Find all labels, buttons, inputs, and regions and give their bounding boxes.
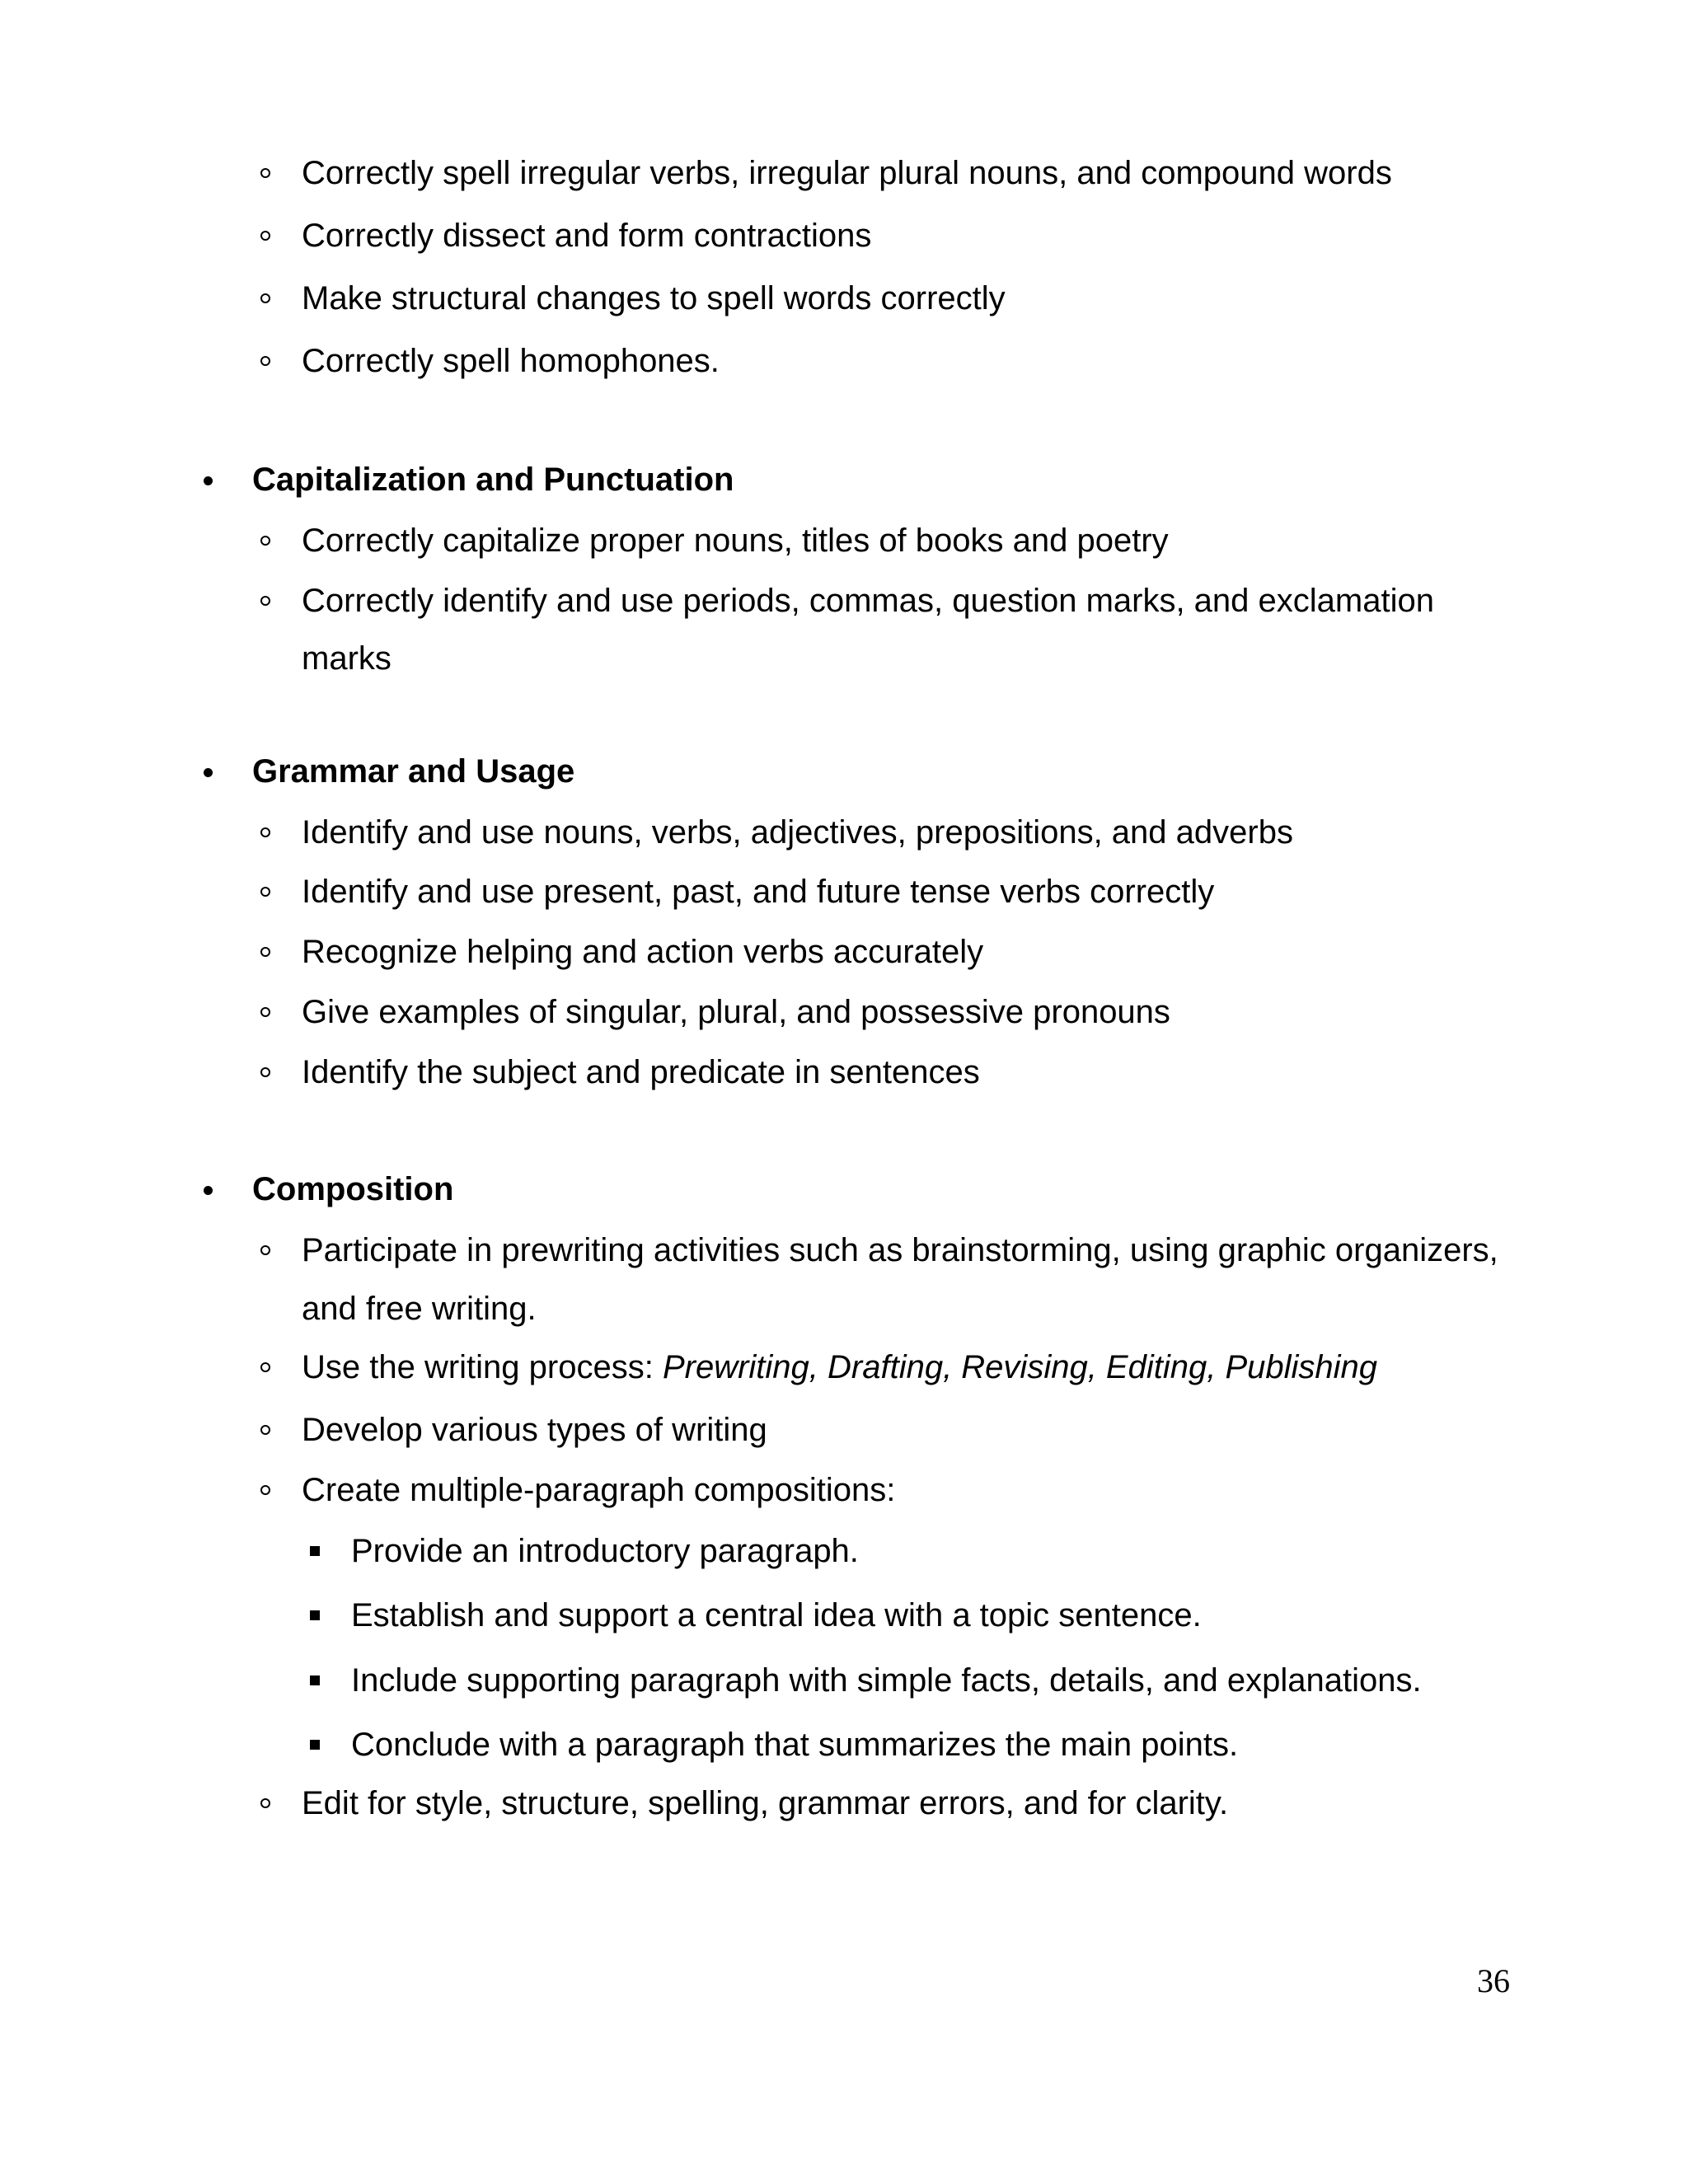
hollow-bullet-icon	[260, 947, 270, 957]
list-item: Give examples of singular, plural, and possessive pronouns	[302, 994, 1170, 1030]
page-number: 36	[1477, 1962, 1510, 1999]
bullet-icon	[204, 476, 213, 485]
square-bullet-icon	[310, 1740, 320, 1750]
list-item-continuation: and free writing.	[302, 1291, 537, 1327]
list-item: Recognize helping and action verbs accurately	[302, 934, 984, 970]
list-item: Correctly capitalize proper nouns, titles of books and poetry	[302, 523, 1169, 559]
hollow-bullet-icon	[260, 1798, 270, 1808]
list-item: Correctly identify and use periods, commas, question marks, and exclamation	[302, 583, 1434, 619]
writing-process-steps: Prewriting, Drafting, Revising, Editing, Publishing	[662, 1349, 1378, 1385]
list-item-continuation: marks	[302, 640, 392, 677]
bullet-icon	[204, 768, 213, 777]
section-heading-grammar: Grammar and Usage	[252, 753, 575, 790]
sub-list-item: Conclude with a paragraph that summarizes the main points.	[351, 1727, 1239, 1763]
hollow-bullet-icon	[260, 356, 270, 366]
list-item: Correctly spell homophones.	[302, 343, 720, 379]
list-item: Edit for style, structure, spelling, grammar errors, and for clarity.	[302, 1785, 1229, 1821]
hollow-bullet-icon	[260, 1485, 270, 1495]
hollow-bullet-icon	[260, 168, 270, 178]
section-heading-capitalization: Capitalization and Punctuation	[252, 462, 734, 498]
hollow-bullet-icon	[260, 1425, 270, 1435]
list-item	[302, 1347, 1377, 1387]
square-bullet-icon	[310, 1675, 320, 1685]
square-bullet-icon	[310, 1546, 320, 1556]
list-item: Develop various types of writing	[302, 1412, 767, 1448]
bullet-icon	[204, 1186, 213, 1195]
hollow-bullet-icon	[260, 1007, 270, 1017]
hollow-bullet-icon	[260, 293, 270, 303]
hollow-bullet-icon	[260, 827, 270, 837]
list-item: Identify and use nouns, verbs, adjectives, prepositions, and adverbs	[302, 814, 1293, 851]
list-item: Correctly dissect and form contractions	[302, 218, 872, 254]
list-item: Create multiple-paragraph compositions:	[302, 1472, 896, 1508]
hollow-bullet-icon	[260, 596, 270, 606]
sub-list-item: Establish and support a central idea with a topic sentence.	[351, 1597, 1202, 1633]
section-heading-composition: Composition	[252, 1171, 454, 1207]
hollow-bullet-icon	[260, 1362, 270, 1372]
hollow-bullet-icon	[260, 1245, 270, 1255]
hollow-bullet-icon	[260, 231, 270, 241]
list-item: Participate in prewriting activities such as brainstorming, using graphic organizers,	[302, 1232, 1498, 1268]
sub-list-item: Provide an introductory paragraph.	[351, 1533, 859, 1569]
hollow-bullet-icon	[260, 887, 270, 897]
list-item: Make structural changes to spell words correctly	[302, 280, 1006, 316]
writing-process-label: Use the writing process:	[302, 1349, 663, 1385]
list-item: Identify and use present, past, and future tense verbs correctly	[302, 874, 1215, 910]
hollow-bullet-icon	[260, 536, 270, 546]
list-item: Identify the subject and predicate in sentences	[302, 1054, 980, 1090]
hollow-bullet-icon	[260, 1067, 270, 1077]
list-item: Correctly spell irregular verbs, irregular plural nouns, and compound words	[302, 155, 1392, 191]
sub-list-item: Include supporting paragraph with simple facts, details, and explanations.	[351, 1662, 1422, 1699]
square-bullet-icon	[310, 1610, 320, 1620]
